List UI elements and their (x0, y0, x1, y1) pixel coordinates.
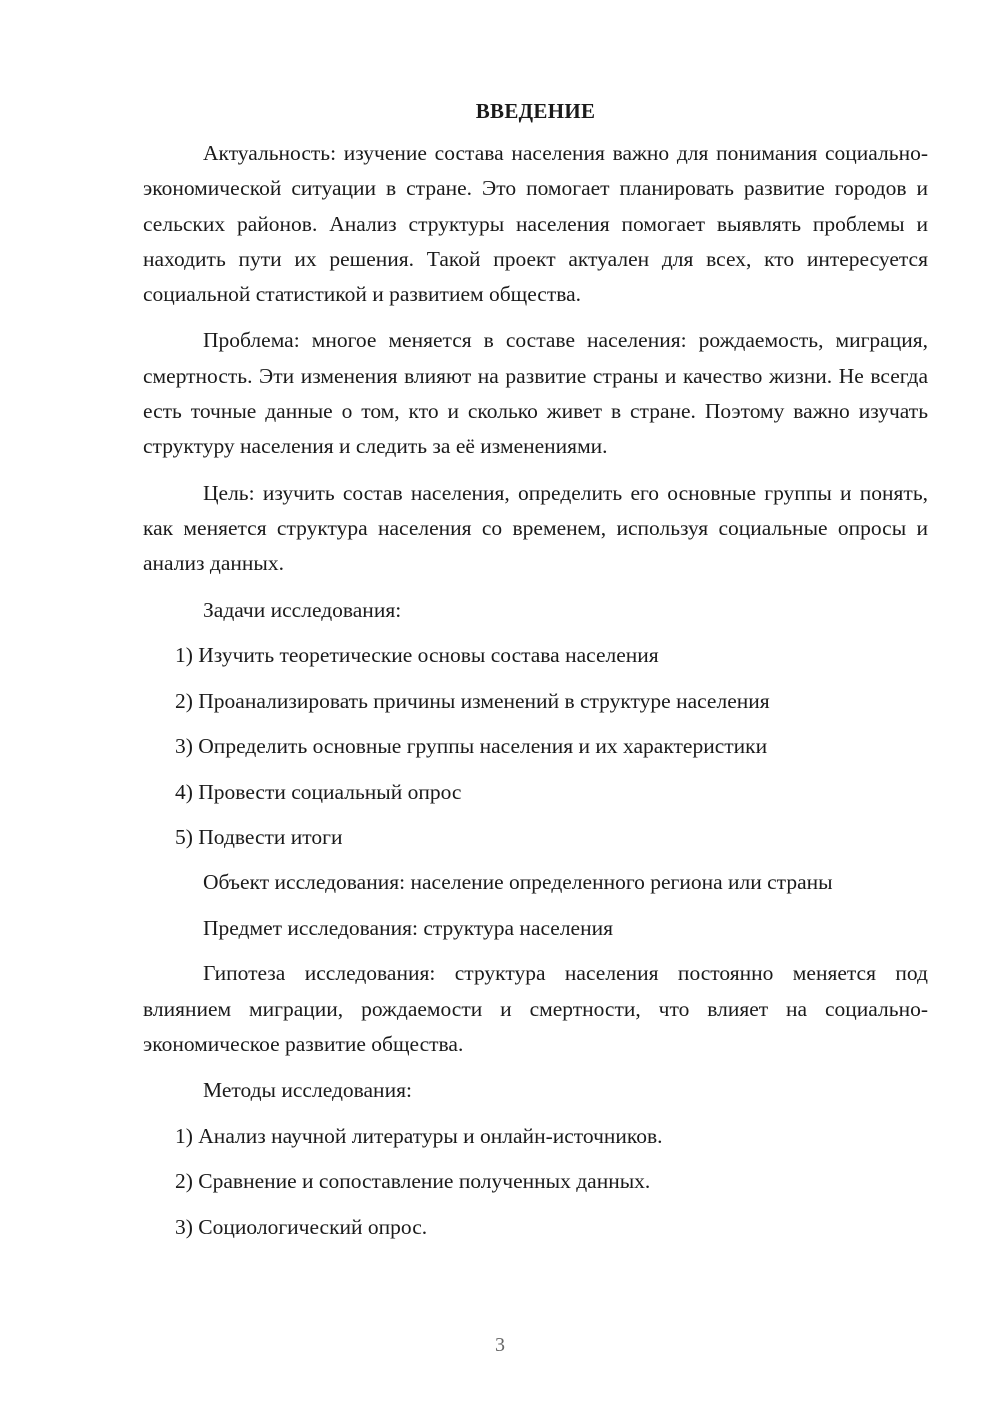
method-item: 1) Анализ научной литературы и онлайн-источников. (175, 1123, 663, 1148)
task-item: 4) Провести социальный опрос (175, 779, 462, 804)
tasks-list (143, 638, 928, 855)
document-page (143, 94, 928, 1255)
task-item: 2) Проанализировать причины изменений в структуре населения (175, 688, 770, 713)
relevance-paragraph: Актуальность: изучение состава населения важно для понимания социально-экономической ситуации в стране. Это помогает планировать развитие городов и сельских районов. Анализ структуры населения помогает выявлять проблемы и находить пути их решения. Такой проект актуален для всех, кто интересуется социальной статистикой и развитием общества. (143, 141, 928, 307)
task-item: 3) Определить основные группы населения и их характеристики (175, 734, 768, 759)
research-object: Объект исследования: население определенного региона или страны (203, 870, 833, 895)
methods-list (143, 1119, 928, 1245)
method-item: 3) Социологический опрос. (175, 1214, 428, 1239)
tasks-heading: Задачи исследования: (203, 597, 402, 622)
page-number: 3 (495, 1334, 505, 1356)
method-item: 2) Сравнение и сопоставление полученных данных. (175, 1169, 651, 1194)
goal-paragraph: Цель: изучить состав населения, определить его основные группы и понять, как меняется структура населения со временем, используя социальные опросы и анализ данных. (143, 480, 928, 576)
research-subject: Предмет исследования: структура населения (203, 915, 614, 940)
methods-heading: Методы исследования: (203, 1078, 412, 1103)
task-item: 1) Изучить теоретические основы состава населения (175, 643, 659, 668)
page-title: ВВЕДЕНИЕ (475, 99, 596, 123)
hypothesis-paragraph: Гипотеза исследования: структура населения постоянно меняется под влиянием миграции, рождаемости и смертности, что влияет на социально-экономическое развитие общества. (143, 961, 928, 1057)
problem-paragraph: Проблема: многое меняется в составе населения: рождаемость, миграция, смертность. Эти изменения влияют на развитие страны и качество жизни. Не всегда есть точные данные о том, кто и сколько живет в стране. Поэтому важно изучать структуру населения и следить за её изменениями. (143, 328, 928, 459)
task-item: 5) Подвести итоги (175, 824, 343, 849)
